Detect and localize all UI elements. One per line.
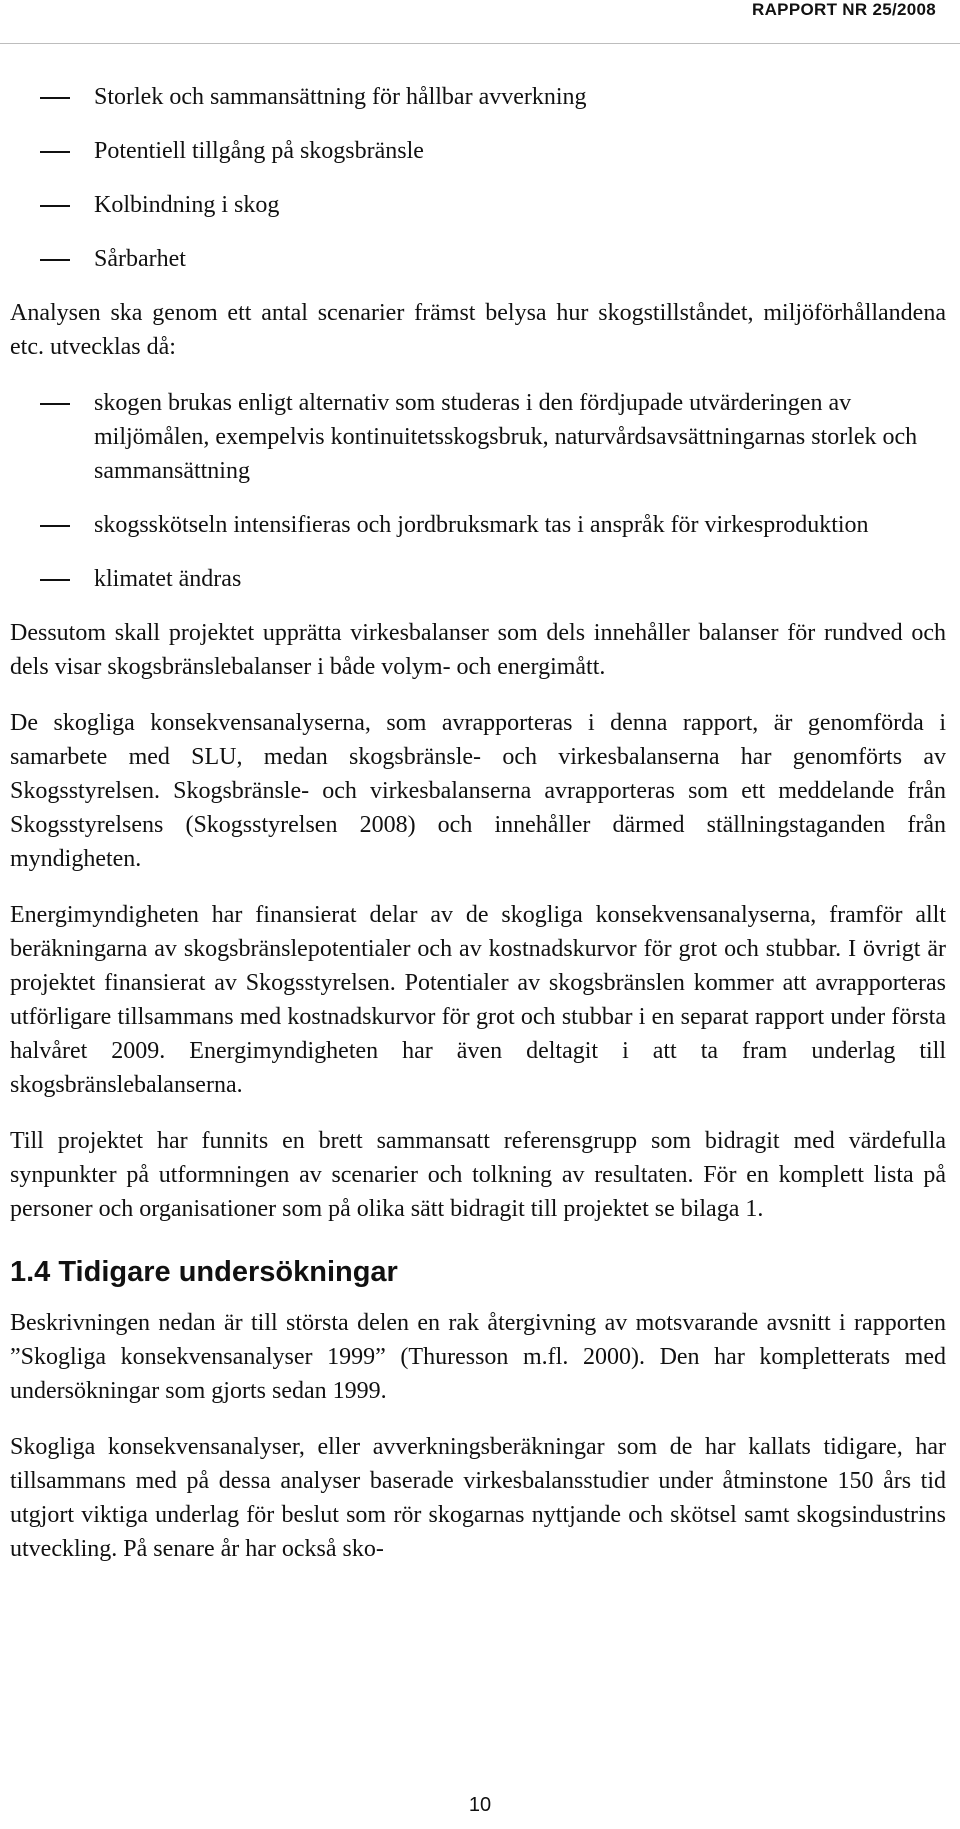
dash-icon [40, 97, 70, 99]
document-body [10, 80, 946, 1566]
dash-icon [40, 259, 70, 261]
report-number: RAPPORT NR 25/2008 [752, 0, 936, 19]
list-item: Sårbarhet [10, 242, 946, 276]
paragraph: De skogliga konsekvensanalyserna, som avrapporteras i denna rapport, är genomförda i samarbete med SLU, medan skogsbränsle- och virkesbalanserna har genomförts av Skogsstyrelsen. Skogsbränsle- och virkesbalanserna avrapporteras som ett meddelande från Skogsstyrelsens (Skogsstyrelsen 2008) och innehåller därmed ställningstaganden från myndigheten. [10, 710, 946, 872]
dash-icon [40, 403, 70, 405]
list-item: Kolbindning i skog [10, 188, 946, 222]
dash-icon [40, 525, 70, 527]
paragraph: Beskrivningen nedan är till största delen en rak återgivning av motsvarande avsnitt i rapporten ”Skogliga konsekvensanalyser 1999” (Thuresson m.fl. 2000). Den har kompletterats med undersökningar som gjorts sedan 1999. [10, 1310, 946, 1404]
dash-icon [40, 579, 70, 581]
dash-icon [40, 151, 70, 153]
paragraph: Energimyndigheten har finansierat delar av de skogliga konsekvensanalyserna, framför allt beräkningarna av skogsbränslepotentialer och av kostnadskurvor för grot och stubbar. I övrigt är projektet finansierat av Skogsstyrelsen. Potentialer av skogsbränslen kommer att avrapporteras utförligare tillsammans med kostnadskurvor för grot och stubbar i en separat rapport under första halvåret 2009. Energimyndigheten har även deltagit i att ta fram underlag till skogsbränslebalanserna. [10, 902, 946, 1098]
page-header [0, 0, 960, 46]
paragraph: Dessutom skall projektet upprätta virkesbalanser som dels innehåller balanser för rundved och dels visar skogsbränslebalanser i både volym- och energimått. [10, 620, 946, 680]
list-item: klimatet ändras [10, 562, 946, 596]
dash-icon [40, 205, 70, 207]
list-item: Potentiell tillgång på skogsbränsle [10, 134, 946, 168]
header-rule [0, 43, 960, 44]
paragraph: Till projektet har funnits en brett sammansatt referensgrupp som bidragit med värdefulla synpunkter på utformningen av scenarier och tolkning av resultaten. För en komplett lista på personer och organisationer som på olika sätt bidragit till projektet se bilaga 1. [10, 1128, 946, 1222]
scenario-list [10, 386, 946, 596]
list-item: skogen brukas enligt alternativ som studeras i den fördjupade utvärderingen av miljömålen, exempelvis kontinuitetsskogsbruk, naturvårdsavsättningarnas storlek och sammansättning [10, 386, 946, 488]
paragraph: Analysen ska genom ett antal scenarier främst belysa hur skogstillståndet, miljöförhållandena etc. utvecklas då: [10, 300, 946, 360]
list-item: Storlek och sammansättning för hållbar avverkning [10, 80, 946, 114]
list-item: skogsskötseln intensifieras och jordbruksmark tas i anspråk för virkesproduktion [10, 508, 946, 542]
topic-list [10, 80, 946, 276]
paragraph: Skogliga konsekvensanalyser, eller avverkningsberäkningar som de har kallats tidigare, har tillsammans med på dessa analyser baserade virkesbalansstudier under åtminstone 150 års tid utgjort viktiga underlag för beslut som rör skogarnas nyttjande och skötsel samt skogsindustrins utveckling. På senare år har också sko- [10, 1434, 946, 1562]
section-heading: 1.4 Tidigare undersökningar [10, 1256, 398, 1288]
page-number: 10 [468, 1794, 492, 1816]
